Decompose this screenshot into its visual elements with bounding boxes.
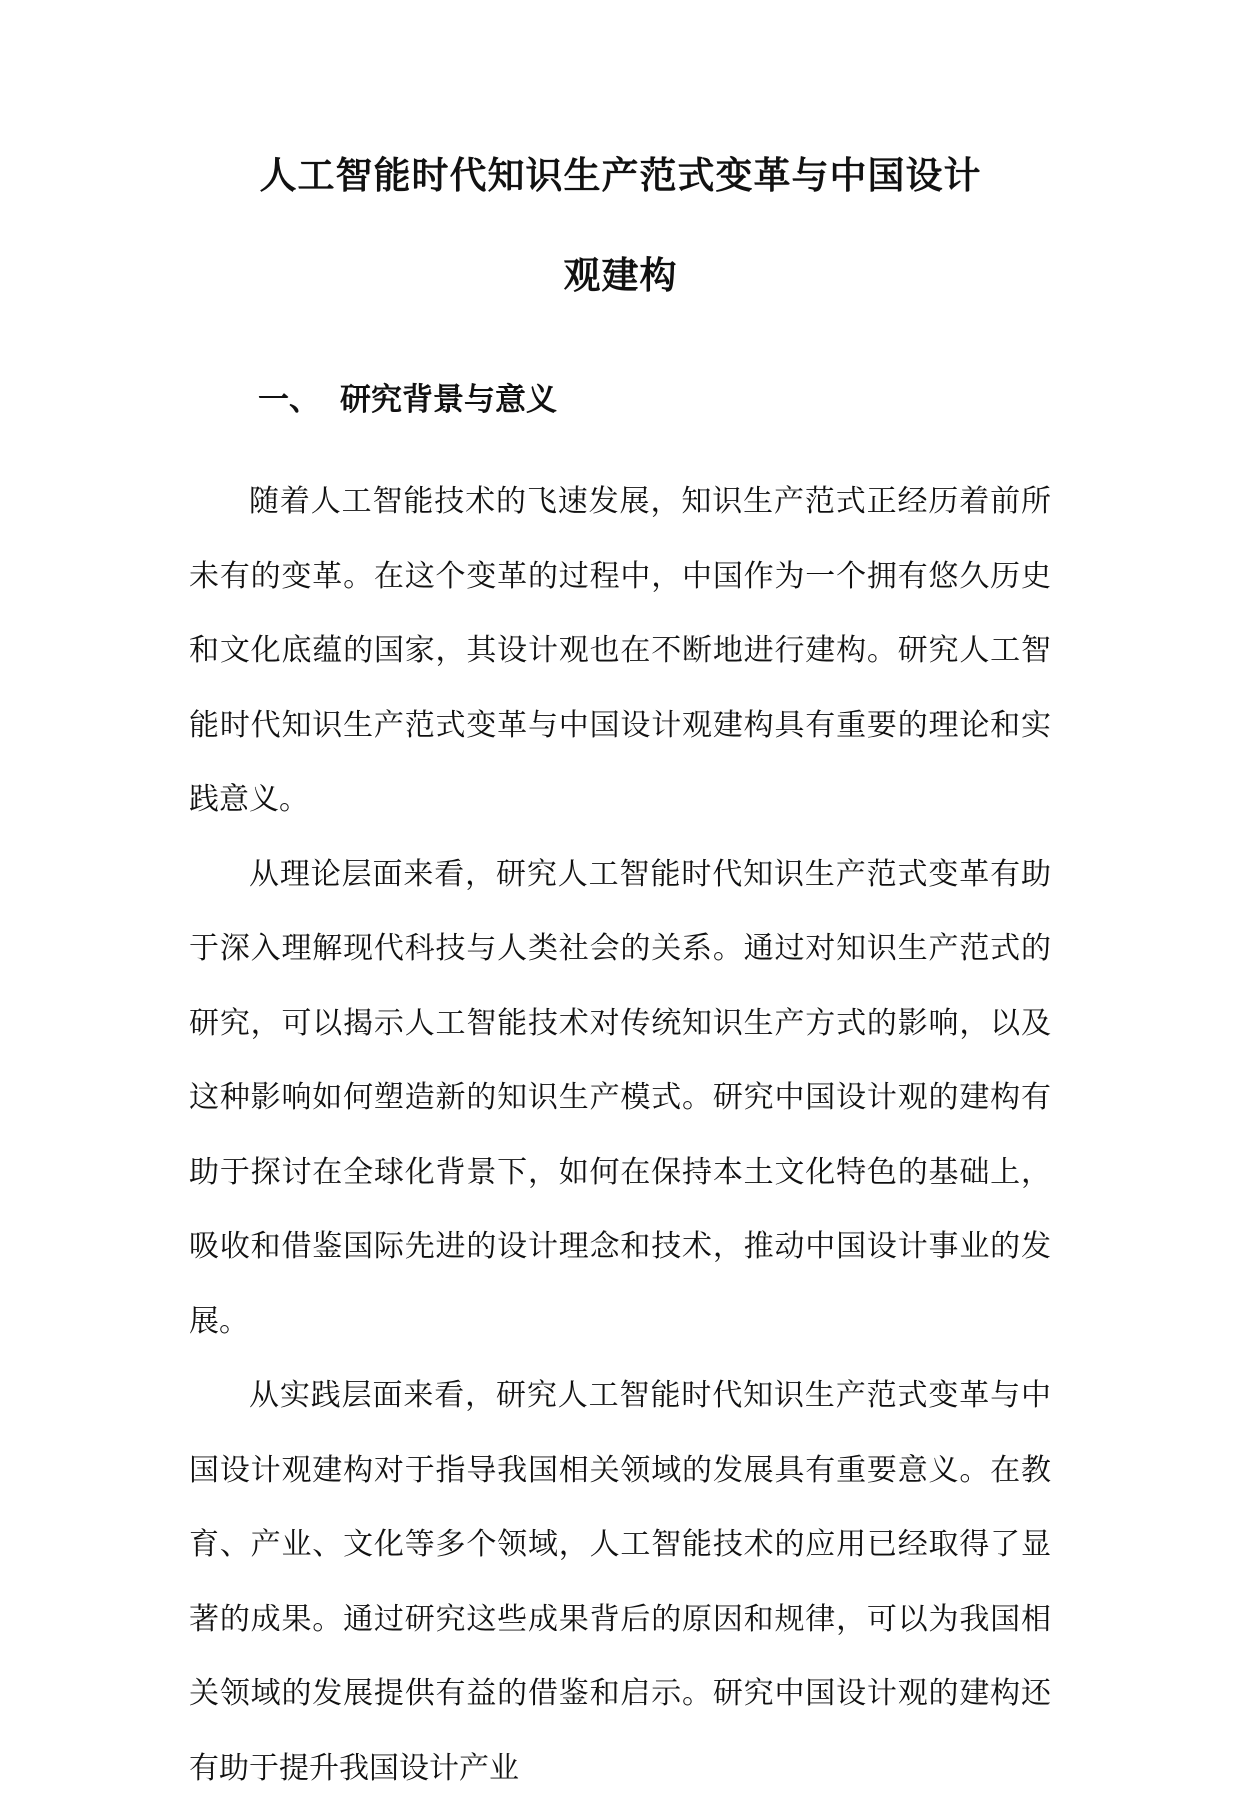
body-text (189, 465, 1051, 1806)
document-title-line-1: 人工智能时代知识生产范式变革与中国设计 (259, 154, 982, 197)
section-title: 研究背景与意义 (340, 382, 557, 418)
section-heading (258, 378, 557, 422)
paragraph-1: 随着人工智能技术的飞速发展，知识生产范式正经历着前所未有的变革。在这个变革的过程中，中国作为一个拥有悠久历史和文化底蕴的国家，其设计观也在不断地进行建构。研究人工智能时代知识生产范式变革与中国设计观建构具有重要的理论和实践意义。 (189, 484, 1051, 817)
paragraph-2: 从理论层面来看，研究人工智能时代知识生产范式变革有助于深入理解现代科技与人类社会的关系。通过对知识生产范式的研究，可以揭示人工智能技术对传统知识生产方式的影响，以及这种影响如何塑造新的知识生产模式。研究中国设计观的建构有助于探讨在全球化背景下，如何在保持本土文化特色的基础上，吸收和借鉴国际先进的设计理念和技术，推动中国设计事业的发展。 (189, 856, 1051, 1339)
document-title-line-2: 观建构 (563, 254, 678, 297)
paragraph-3: 从实践层面来看，研究人工智能时代知识生产范式变革与中国设计观建构对于指导我国相关领域的发展具有重要意义。在教育、产业、文化等多个领域，人工智能技术的应用已经取得了显著的成果。通过研究这些成果背后的原因和规律，可以为我国相关领域的发展提供有益的借鉴和启示。研究中国设计观的建构还有助于提升我国设计产业 (189, 1378, 1051, 1786)
section-number: 一、 (258, 382, 320, 418)
